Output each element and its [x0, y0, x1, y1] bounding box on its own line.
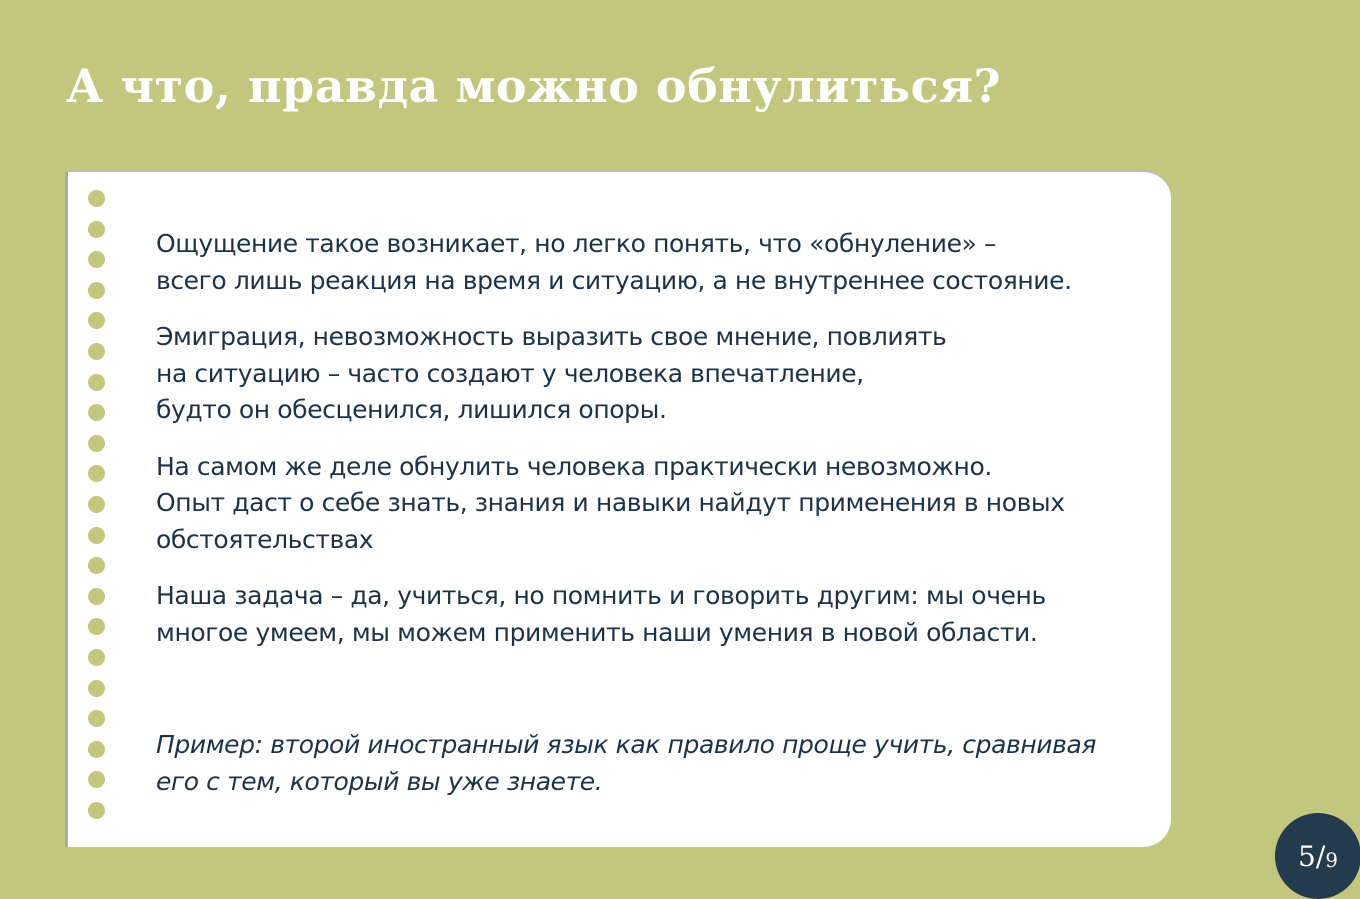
binder-hole	[88, 465, 105, 482]
page-total: 9	[1325, 848, 1338, 872]
binder-hole	[88, 527, 105, 544]
paragraph-line: Ощущение такое возникает, но легко понять, что «обнуление» –	[156, 229, 997, 258]
slide-title: А что, правда можно обнулиться?	[66, 59, 1002, 113]
paragraph-3	[156, 449, 1156, 559]
binder-hole	[88, 435, 105, 452]
binder-hole	[88, 312, 105, 329]
paragraph-line: Опыт даст о себе знать, знания и навыки найдут применения в новых	[156, 488, 1065, 517]
paragraph-line: Наша задача – да, учиться, но помнить и говорить другим: мы очень	[156, 581, 1046, 610]
binder-hole	[88, 251, 105, 268]
example-note	[156, 727, 1156, 800]
binder-hole	[88, 374, 105, 391]
binder-holes	[88, 190, 106, 832]
binder-hole	[88, 557, 105, 574]
paragraph-2	[156, 319, 1156, 429]
paragraph-line: будто он обесценился, лишился опоры.	[156, 395, 667, 424]
paragraph-line: На самом же деле обнулить человека практически невозможно.	[156, 451, 992, 481]
binder-hole	[88, 649, 105, 666]
paragraph-line: Эмиграция, невозможность выразить свое мнение, повлиять	[156, 322, 947, 351]
binder-hole	[88, 496, 105, 513]
binder-hole	[88, 618, 105, 635]
binder-hole	[88, 710, 105, 727]
binder-hole	[88, 680, 105, 697]
card-content	[156, 226, 1156, 671]
paragraph-1	[156, 226, 1156, 299]
paragraph-line: всего лишь реакция на время и ситуацию, а не внутреннее состояние.	[156, 265, 1072, 295]
paragraph-4	[156, 578, 1156, 651]
paragraph-line: на ситуацию – часто создают у человека впечатление,	[156, 358, 864, 388]
example-line: его с тем, который вы уже знаете.	[156, 766, 603, 796]
binder-hole	[88, 741, 105, 758]
binder-hole	[88, 771, 105, 788]
binder-hole	[88, 588, 105, 605]
binder-hole	[88, 802, 105, 819]
binder-hole	[88, 282, 105, 299]
paragraph-line: многое умеем, мы можем применить наши умения в новой области.	[156, 617, 1038, 647]
page-current: 5	[1298, 839, 1316, 873]
page-indicator	[1275, 813, 1360, 899]
paragraph-line: обстоятельствах	[156, 524, 374, 554]
binder-hole	[88, 190, 105, 207]
binder-hole	[88, 404, 105, 421]
binder-hole	[88, 343, 105, 360]
binder-hole	[88, 221, 105, 238]
example-line: Пример: второй иностранный язык как правило проще учить, сравнивая	[156, 730, 1097, 759]
notebook-card	[65, 170, 1171, 847]
page-separator: /	[1315, 839, 1326, 873]
